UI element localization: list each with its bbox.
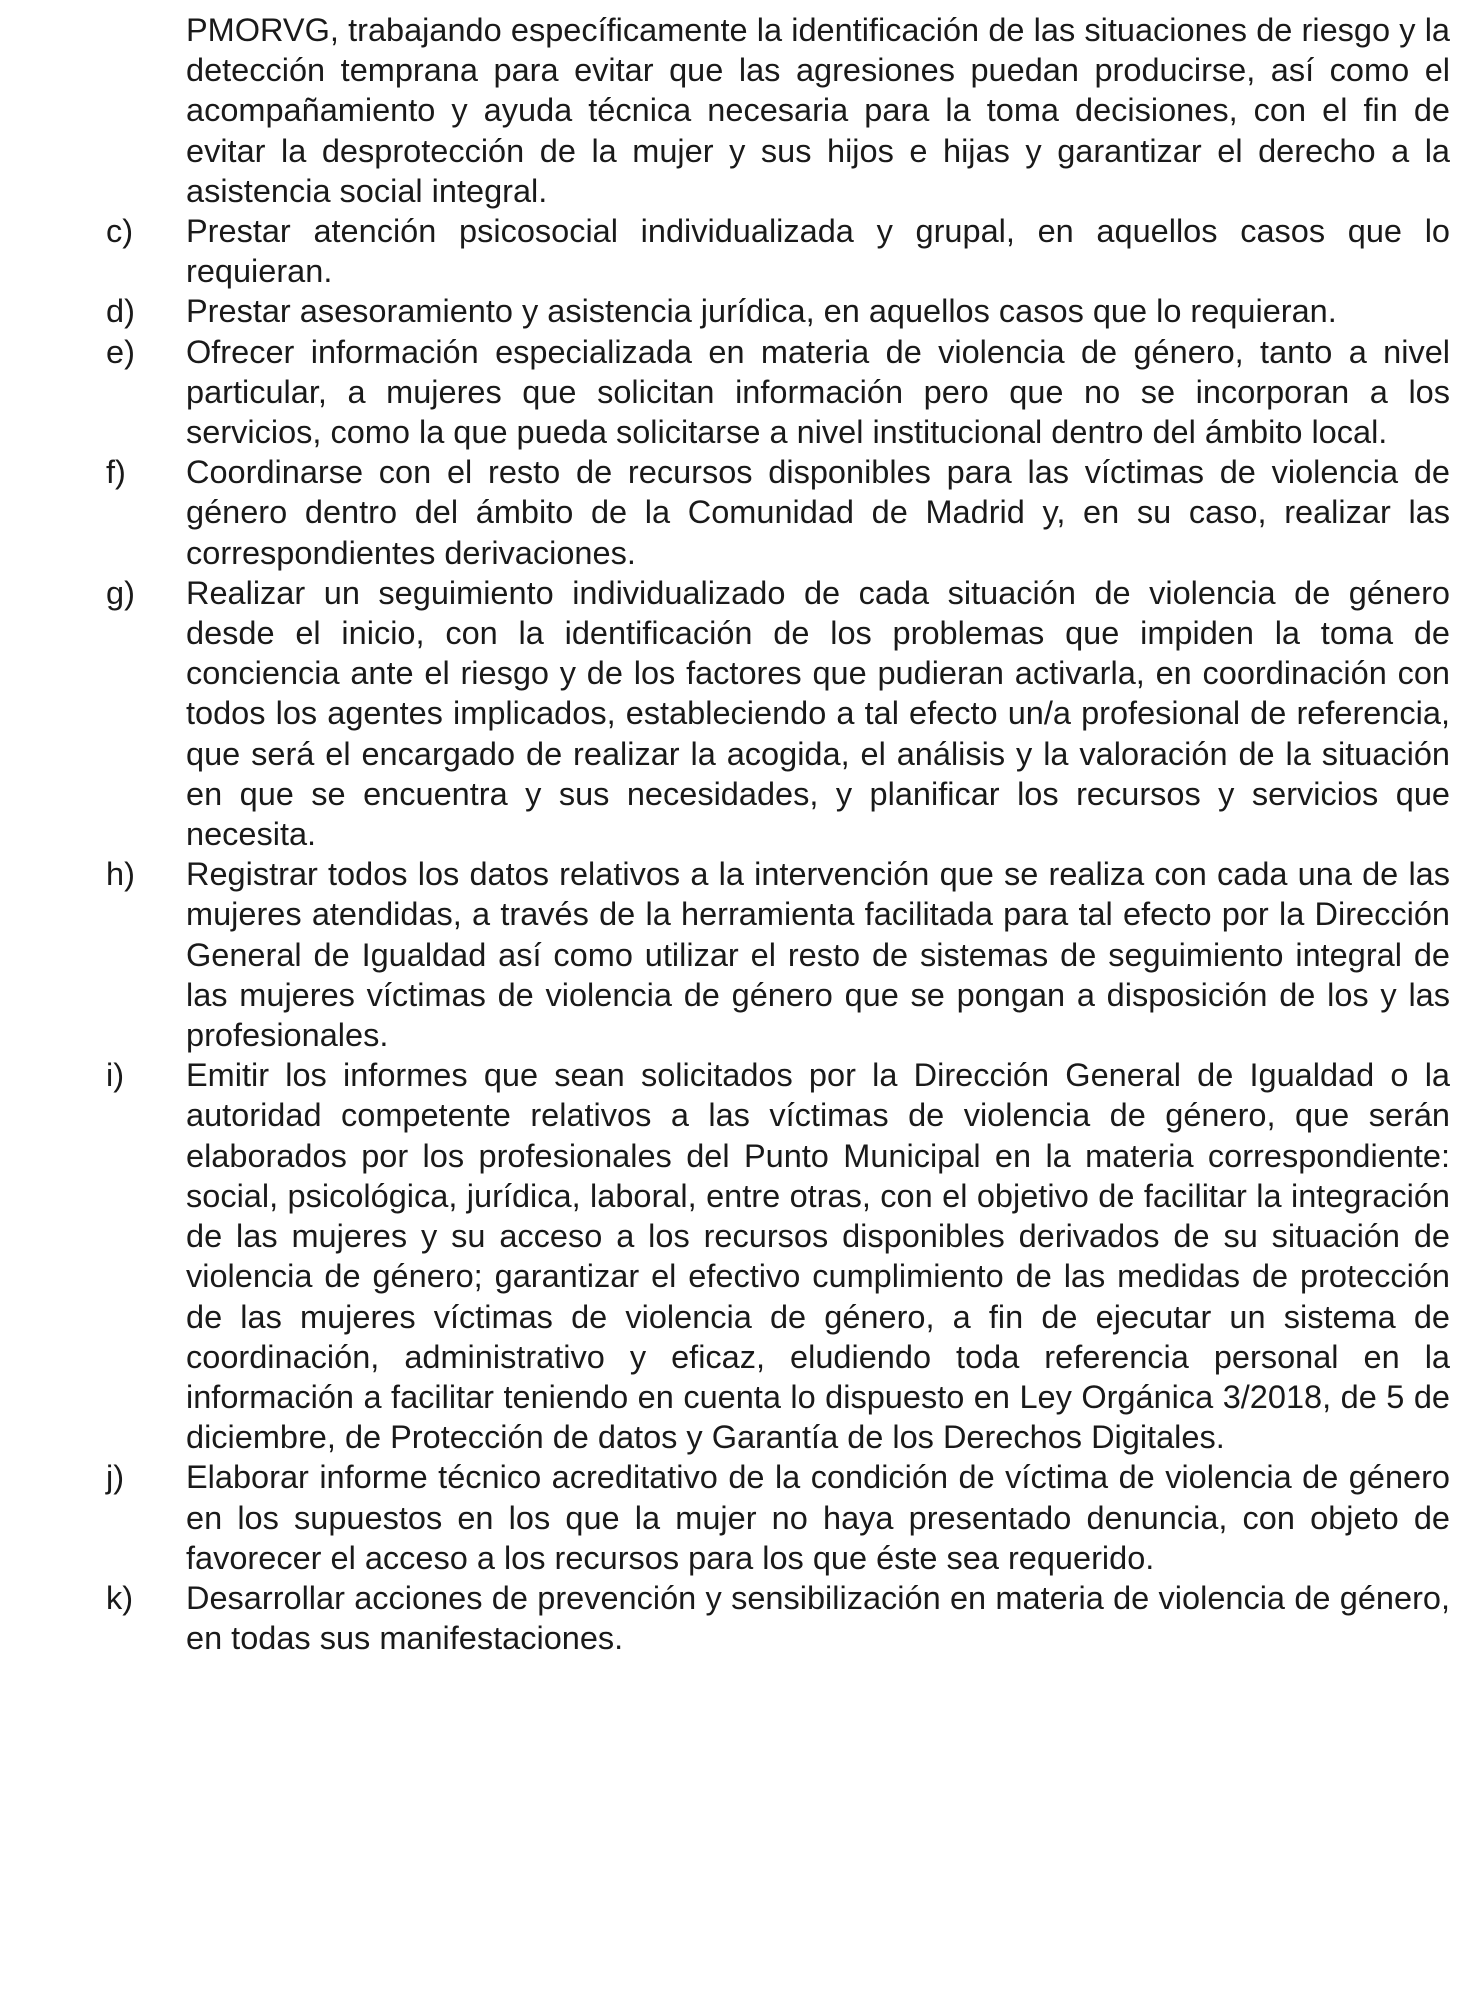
list-item-text: Emitir los informes que sean solicitados por la Dirección General de Igualdad o la autoridad competente relativos a las víctimas de violencia de género, que serán elaborados por los profesionales del Punto Municipal en la materia correspondiente: social, psicológica, jurídica, laboral, entre otras, con el objetivo de facilitar la integración de las mujeres y su acceso a los recursos disponibles derivados de su situación de violencia de género; garantizar el efectivo cumplimiento de las medidas de protección de las mujeres víctimas de violencia de género, a fin de ejecutar un sistema de coordinación, administrativo y eficaz, eludiendo toda referencia personal en la información a facilitar teniendo en cuenta lo dispuesto en Ley Orgánica 3/2018, de 5 de diciembre, de Protección de datos y Garantía de los Derechos Digitales. [186,1057,1450,1456]
list-item-e [106,332,1450,453]
list-item-text: Desarrollar acciones de prevención y sensibilización en materia de violencia de género, en todas sus manifestaciones. [186,1579,1450,1657]
list-marker: k) [106,1579,134,1616]
list-item-text: Ofrecer información especializada en materia de violencia de género, tanto a nivel particular, a mujeres que solicitan información pero que no se incorporan a los servicios, como la que pueda solicitarse a nivel institucional dentro del ámbito local. [186,333,1450,451]
list-marker: c) [106,213,134,250]
list-item-h [106,854,1450,1055]
list-item-f [106,452,1450,573]
list-item-c [106,211,1450,291]
list-item-g [106,573,1450,854]
list-marker: i) [106,1057,125,1094]
list-item-i [106,1055,1450,1457]
document-page [106,10,1450,1658]
list-item-k [106,1578,1450,1658]
list-marker: f) [106,454,126,491]
list-marker: d) [106,293,135,330]
intro-paragraph: PMORVG, trabajando específicamente la identificación de las situaciones de riesgo y la detección temprana para evitar que las agresiones puedan producirse, así como el acompañamiento y ayuda técnica necesaria para la toma decisiones, con el fin de evitar la desprotección de la mujer y sus hijos e hijas y garantizar el derecho a la asistencia social integral. [186,12,1450,209]
list-item-j [106,1457,1450,1578]
list-item-d [106,291,1450,331]
list-marker: g) [106,574,135,611]
list-item-text: Prestar asesoramiento y asistencia jurídica, en aquellos casos que lo requieran. [186,293,1337,330]
list-marker: e) [106,333,135,370]
list-item-text: Elaborar informe técnico acreditativo de la condición de víctima de violencia de género en los supuestos en los que la mujer no haya presentado denuncia, con objeto de favorecer el acceso a los recursos para los que éste sea requerido. [186,1459,1450,1576]
list-item-text: Registrar todos los datos relativos a la intervención que se realiza con cada una de las mujeres atendidas, a través de la herramienta facilitada para tal efecto por la Dirección General de Igualdad así como utilizar el resto de sistemas de seguimiento integral de las mujeres víctimas de violencia de género que se pongan a disposición de los y las profesionales. [186,856,1450,1054]
list-marker: j) [106,1459,125,1496]
list-item-text: Prestar atención psicosocial individualizada y grupal, en aquellos casos que lo requieran. [186,213,1450,290]
list-item-text: Realizar un seguimiento individualizado de cada situación de violencia de género desde el inicio, con la identificación de los problemas que impiden la toma de conciencia ante el riesgo y de los factores que pudieran activarla, en coordinación con todos los agentes implicados, estableciendo a tal efecto un/a profesional de referencia, que será el encargado de realizar la acogida, el análisis y la valoración de la situación en que se encuentra y sus necesidades, y planificar los recursos y servicios que necesita. [186,574,1450,853]
list-marker: h) [106,856,135,893]
list-item-text: Coordinarse con el resto de recursos disponibles para las víctimas de violencia de género dentro del ámbito de la Comunidad de Madrid y, en su caso, realizar las correspondientes derivaciones. [186,454,1450,571]
